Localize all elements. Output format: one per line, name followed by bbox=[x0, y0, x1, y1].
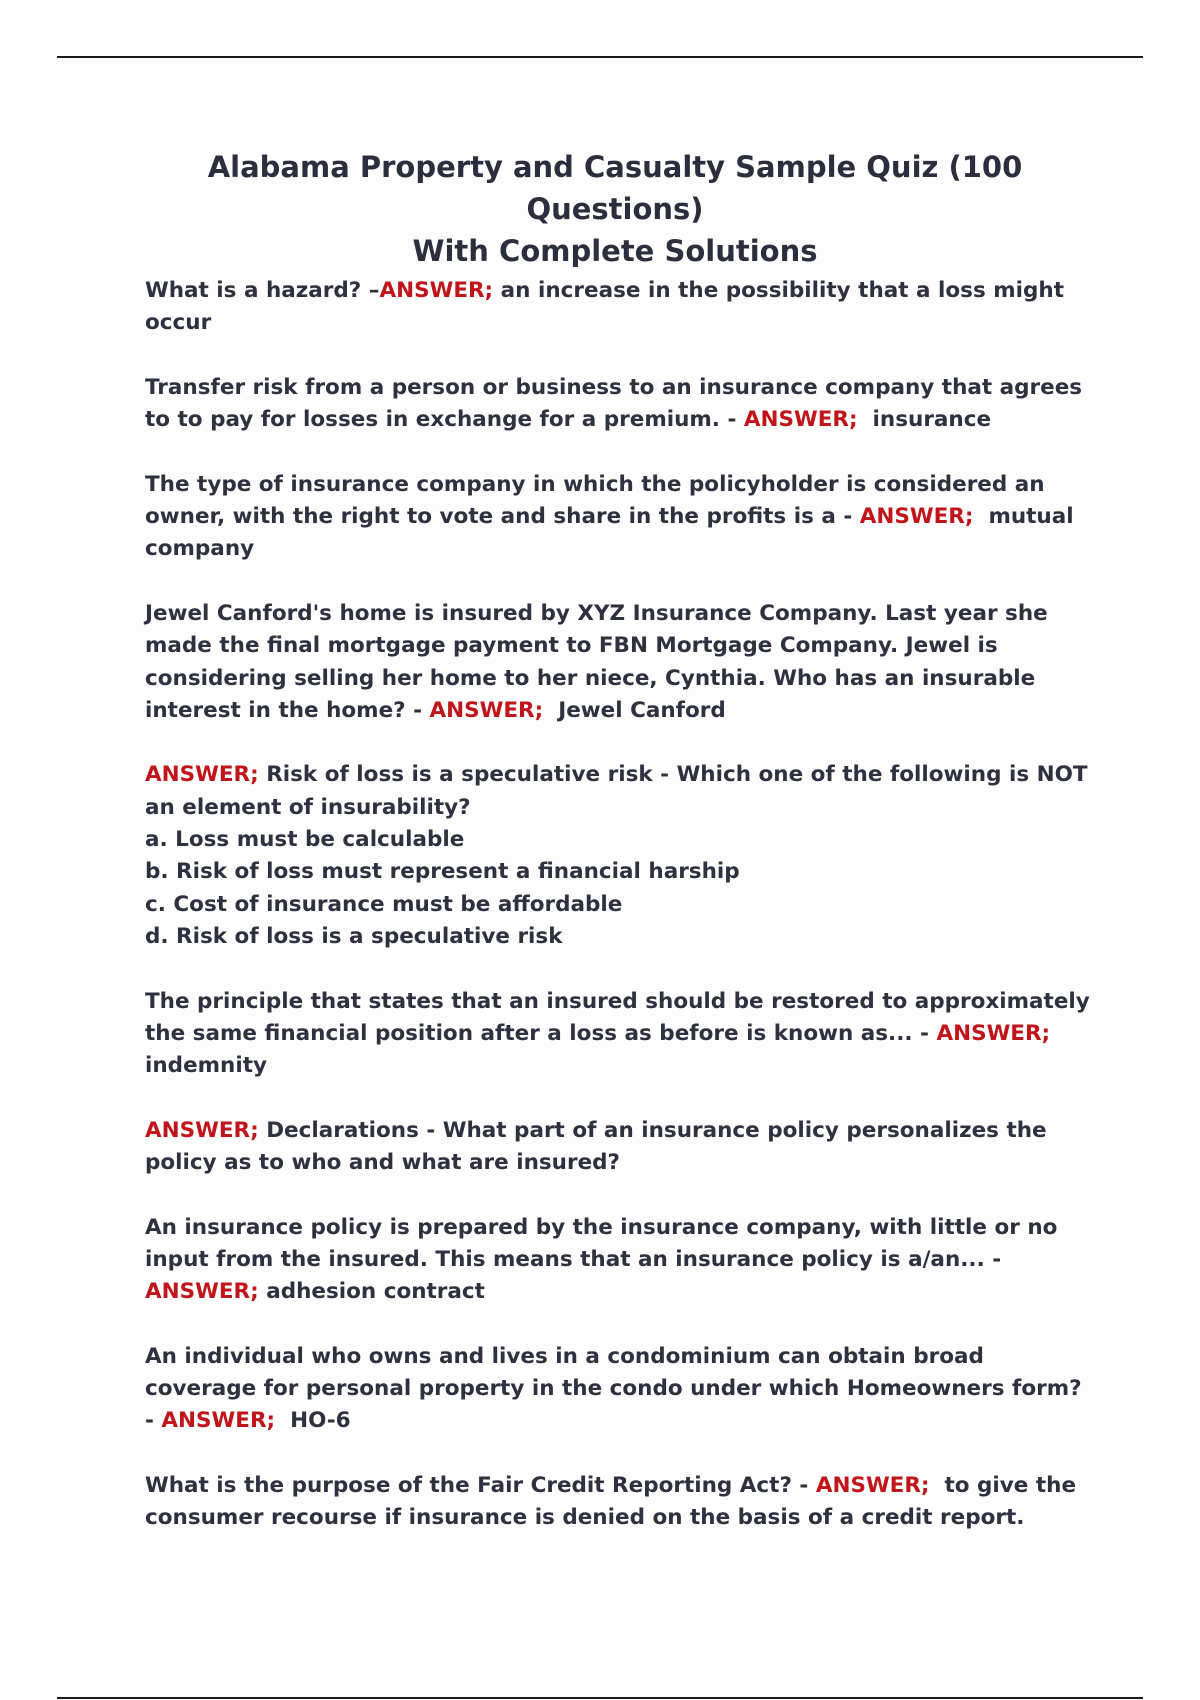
answer-text: Declarations bbox=[266, 1117, 419, 1143]
answer-marker: ANSWER; bbox=[379, 278, 494, 303]
answer-marker: ANSWER; bbox=[145, 1279, 259, 1305]
answer-text: to give the consumer recourse if insurance is denied on the basis of a credit report. bbox=[145, 1472, 1077, 1531]
answer-marker: ANSWER; bbox=[936, 1020, 1051, 1046]
qa-item-9 bbox=[145, 1341, 1093, 1438]
qa-item-1 bbox=[145, 275, 1093, 340]
question-text: What is a hazard? – bbox=[145, 278, 380, 303]
question-text: An individual who owns and lives in a condominium can obtain broad coverage for personal property in the condo under which Homeowners form? - bbox=[145, 1343, 1082, 1434]
option-a: a. Loss must be calculable bbox=[145, 827, 465, 853]
header-rule bbox=[57, 56, 1143, 58]
answer-marker: ANSWER; bbox=[859, 504, 974, 530]
question-text: An insurance policy is prepared by the insurance company, with little or no input from the insured. This means that an insurance policy is a/an... - bbox=[145, 1214, 1058, 1272]
answer-marker: ANSWER; bbox=[815, 1472, 930, 1498]
page-title bbox=[145, 146, 1085, 272]
answer-text: adhesion contract bbox=[266, 1279, 485, 1305]
answer-marker: ANSWER; bbox=[429, 697, 544, 723]
answer-text: HO-6 bbox=[290, 1408, 351, 1434]
answer-text: Risk of loss is a speculative risk bbox=[266, 762, 653, 788]
answer-text: an increase in the possibility that a loss might occur bbox=[145, 278, 1064, 336]
title-line-1: Alabama Property and Casualty Sample Quiz (100 Questions) bbox=[207, 150, 1023, 226]
option-c: c. Cost of insurance must be affordable bbox=[145, 891, 623, 917]
qa-item-5 bbox=[145, 759, 1093, 953]
qa-item-10 bbox=[145, 1470, 1093, 1535]
answer-text: insurance bbox=[872, 407, 992, 433]
answer-marker: ANSWER; bbox=[145, 762, 259, 788]
question-text: Jewel Canford's home is insured by XYZ Insurance Company. Last year she made the final mortgage payment to FBN Mortgage Company. Jewel is considering selling her home to her niece, Cynthia. Who has an insurable interest in the home? - bbox=[145, 600, 1048, 723]
question-text: The type of insurance company in which the policyholder is considered an owner, with the right to vote and share in the profits is a - bbox=[145, 471, 1045, 530]
option-d: d. Risk of loss is a speculative risk bbox=[145, 923, 563, 949]
answer-text: indemnity bbox=[145, 1053, 268, 1079]
answer-marker: ANSWER; bbox=[145, 1117, 259, 1143]
qa-item-6 bbox=[145, 986, 1093, 1083]
footer-rule bbox=[57, 1697, 1143, 1699]
question-text: Transfer risk from a person or business to an insurance company that agrees to to pay for losses in exchange for a premium. - bbox=[145, 374, 1083, 433]
qa-item-7 bbox=[145, 1115, 1093, 1180]
qa-list bbox=[145, 275, 1093, 1567]
title-line-2: With Complete Solutions bbox=[412, 234, 818, 268]
question-text: The principle that states that an insured should be restored to approximately the same financial position after a loss as before is known as... - bbox=[145, 988, 1090, 1046]
answer-marker: ANSWER; bbox=[161, 1408, 276, 1434]
qa-item-3 bbox=[145, 469, 1093, 566]
option-b: b. Risk of loss must represent a financial harship bbox=[145, 859, 740, 885]
answer-marker: ANSWER; bbox=[743, 407, 858, 433]
answer-text: mutual company bbox=[145, 504, 1074, 562]
question-text: - What part of an insurance policy personalizes the policy as to who and what are insured? bbox=[145, 1117, 1047, 1176]
question-text: What is the purpose of the Fair Credit Reporting Act? - bbox=[145, 1472, 816, 1498]
answer-text: Jewel Canford bbox=[558, 697, 726, 723]
qa-item-4 bbox=[145, 598, 1093, 727]
question-text: - Which one of the following is NOT an element of insurability? bbox=[145, 762, 1088, 820]
qa-item-2 bbox=[145, 372, 1093, 437]
qa-item-8 bbox=[145, 1212, 1093, 1309]
